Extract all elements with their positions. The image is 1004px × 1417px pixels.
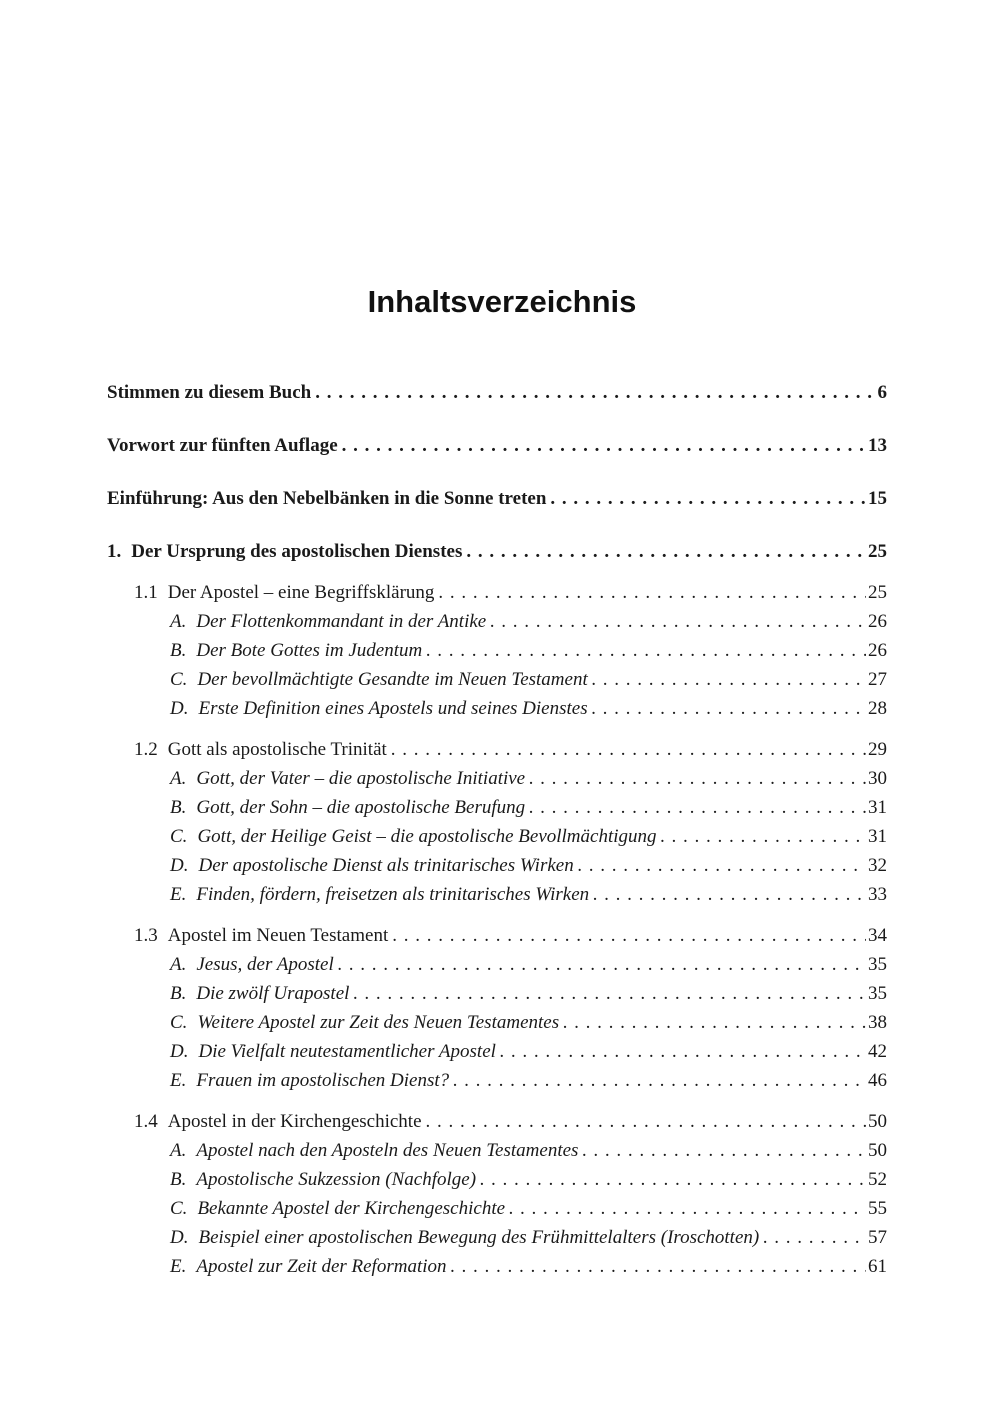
dot-leader	[466, 537, 866, 566]
subsection-letter: C.	[170, 826, 188, 847]
toc-entry-subsection[interactable]	[107, 1136, 887, 1165]
toc-entry-text: Weitere Apostel zur Zeit des Neuen Testamentes	[197, 1012, 560, 1033]
dot-leader	[592, 665, 866, 694]
toc-entry-front-3[interactable]	[107, 484, 887, 513]
toc-entry-text: Der Bote Gottes im Judentum	[196, 640, 423, 661]
toc-entry-section[interactable]	[107, 1107, 887, 1136]
dot-leader	[592, 694, 866, 723]
subsection-letter: C.	[170, 1012, 188, 1033]
dot-leader	[391, 735, 866, 764]
dot-leader	[392, 921, 866, 950]
toc-entry-chapter-1[interactable]	[107, 537, 887, 566]
page-number: 61	[868, 1256, 887, 1277]
page-number: 34	[868, 925, 887, 946]
toc-entry-text: Einführung: Aus den Nebelbänken in die Sonne treten	[107, 488, 547, 509]
subsection-letter: A.	[170, 768, 187, 789]
toc-entry-text: Gott, der Heilige Geist – die apostolische Bevollmächtigung	[197, 826, 657, 847]
subsection-letter: E.	[170, 884, 187, 905]
subsection-letter: A.	[170, 954, 187, 975]
toc-entry-subsection[interactable]	[107, 880, 887, 909]
page-number: 57	[868, 1227, 887, 1248]
section-list	[107, 578, 887, 1281]
toc-entry-text: Gott, der Vater – die apostolische Initiative	[196, 768, 526, 789]
subsection-letter: D.	[170, 1227, 189, 1248]
section-number: 1.1	[134, 582, 158, 603]
page-number: 25	[868, 582, 887, 603]
subsection-letter: E.	[170, 1070, 187, 1091]
toc-entry-text: Die Vielfalt neutestamentlicher Apostel	[198, 1041, 496, 1062]
page-number: 42	[868, 1041, 887, 1062]
toc-entry-text: Der apostolische Dienst als trinitarisches Wirken	[198, 855, 574, 876]
page-title: Inhaltsverzeichnis	[367, 284, 637, 319]
page-number: 29	[868, 739, 887, 760]
dot-leader	[338, 950, 866, 979]
dot-leader	[353, 979, 866, 1008]
page-number: 26	[868, 640, 887, 661]
page-number: 50	[868, 1111, 887, 1132]
toc-entry-text: Apostolische Sukzession (Nachfolge)	[196, 1169, 477, 1190]
toc-entry-text: Stimmen zu diesem Buch	[107, 382, 312, 403]
page-number: 25	[868, 541, 887, 562]
page-number: 31	[868, 797, 887, 818]
page-number: 46	[868, 1070, 887, 1091]
toc-entry-subsection[interactable]	[107, 607, 887, 636]
toc-entry-text: Bekannte Apostel der Kirchengeschichte	[197, 1198, 506, 1219]
subsection-letter: A.	[170, 611, 187, 632]
dot-leader	[578, 851, 866, 880]
chapter-number: 1.	[107, 541, 122, 562]
dot-leader	[342, 431, 866, 460]
dot-leader	[593, 880, 866, 909]
page-number: 32	[868, 855, 887, 876]
page-number: 52	[868, 1169, 887, 1190]
toc-entry-text: Gott, der Sohn – die apostolische Berufung	[196, 797, 526, 818]
dot-leader	[451, 1252, 866, 1281]
page-number: 38	[868, 1012, 887, 1033]
toc-entry-subsection[interactable]	[107, 665, 887, 694]
dot-leader	[550, 484, 866, 513]
toc-entry-front-2[interactable]	[107, 431, 887, 460]
toc-entry-text: Die zwölf Urapostel	[196, 983, 350, 1004]
subsection-letter: D.	[170, 855, 189, 876]
subsection-letter: C.	[170, 669, 188, 690]
subsection-letter: B.	[170, 1169, 187, 1190]
toc-entry-text: Apostel nach den Aposteln des Neuen Testamentes	[196, 1140, 579, 1161]
toc-entry-subsection[interactable]	[107, 1194, 887, 1223]
page-number: 6	[877, 382, 887, 403]
toc-entry-section[interactable]	[107, 735, 887, 764]
subsection-letter: A.	[170, 1140, 187, 1161]
toc-entry-subsection[interactable]	[107, 636, 887, 665]
dot-leader	[426, 636, 866, 665]
page-number: 27	[868, 669, 887, 690]
page-number: 35	[868, 983, 887, 1004]
toc-entry-section[interactable]	[107, 578, 887, 607]
page-number: 15	[868, 488, 887, 509]
dot-leader	[438, 578, 866, 607]
page-number: 50	[868, 1140, 887, 1161]
dot-leader	[529, 764, 866, 793]
toc-entry-subsection[interactable]	[107, 1066, 887, 1095]
toc-entry-subsection[interactable]	[107, 822, 887, 851]
toc-entry-text: Finden, fördern, freisetzen als trinitarisches Wirken	[196, 884, 590, 905]
page-number: 55	[868, 1198, 887, 1219]
toc-entry-text: Apostel im Neuen Testament	[167, 925, 389, 946]
toc-entry-subsection[interactable]	[107, 694, 887, 723]
page-number: 28	[868, 698, 887, 719]
page-number: 30	[868, 768, 887, 789]
toc-entry-subsection[interactable]	[107, 1037, 887, 1066]
subsection-letter: C.	[170, 1198, 188, 1219]
subsection-letter: B.	[170, 983, 187, 1004]
dot-leader	[490, 607, 866, 636]
subsection-letter: B.	[170, 797, 187, 818]
page-number: 26	[868, 611, 887, 632]
toc-entry-subsection[interactable]	[107, 979, 887, 1008]
page-number: 13	[868, 435, 887, 456]
dot-leader	[480, 1165, 866, 1194]
dot-leader	[509, 1194, 866, 1223]
toc-entry-text: Jesus, der Apostel	[196, 954, 334, 975]
table-of-contents	[107, 378, 887, 1281]
dot-leader	[453, 1066, 866, 1095]
dot-leader	[582, 1136, 866, 1165]
toc-entry-text: Frauen im apostolischen Dienst?	[196, 1070, 450, 1091]
dot-leader	[500, 1037, 866, 1066]
toc-entry-subsection[interactable]	[107, 1252, 887, 1281]
subsection-letter: E.	[170, 1256, 187, 1277]
dot-leader	[763, 1223, 866, 1252]
section-number: 1.3	[134, 925, 158, 946]
subsection-letter: D.	[170, 698, 189, 719]
toc-entry-text: Der Ursprung des apostolischen Dienstes	[131, 541, 463, 562]
toc-entry-text: Vorwort zur fünften Auflage	[107, 435, 338, 456]
toc-entry-text: Der Apostel – eine Begriffsklärung	[167, 582, 435, 603]
dot-leader	[315, 378, 875, 407]
page-number: 31	[868, 826, 887, 847]
toc-entry-text: Apostel in der Kirchengeschichte	[167, 1111, 422, 1132]
toc-entry-text: Beispiel einer apostolischen Bewegung des Frühmittelalters (Iroschotten)	[198, 1227, 760, 1248]
toc-entry-subsection[interactable]	[107, 950, 887, 979]
toc-entry-subsection[interactable]	[107, 764, 887, 793]
subsection-letter: B.	[170, 640, 187, 661]
toc-entry-text: Apostel zur Zeit der Reformation	[196, 1256, 447, 1277]
toc-entry-subsection[interactable]	[107, 1223, 887, 1252]
toc-entry-text: Der Flottenkommandant in der Antike	[196, 611, 487, 632]
dot-leader	[661, 822, 866, 851]
toc-entry-subsection[interactable]	[107, 851, 887, 880]
toc-entry-subsection[interactable]	[107, 793, 887, 822]
toc-entry-text: Der bevollmächtigte Gesandte im Neuen Testament	[197, 669, 588, 690]
toc-entry-subsection[interactable]	[107, 1165, 887, 1194]
toc-entry-text: Erste Definition eines Apostels und seines Dienstes	[198, 698, 588, 719]
dot-leader	[563, 1008, 866, 1037]
dot-leader	[529, 793, 866, 822]
toc-entry-text: Gott als apostolische Trinität	[167, 739, 387, 760]
page-number: 33	[868, 884, 887, 905]
section-number: 1.2	[134, 739, 158, 760]
dot-leader	[426, 1107, 866, 1136]
page-number: 35	[868, 954, 887, 975]
subsection-letter: D.	[170, 1041, 189, 1062]
toc-entry-front-1[interactable]	[107, 378, 887, 407]
section-number: 1.4	[134, 1111, 158, 1132]
toc-entry-section[interactable]	[107, 921, 887, 950]
toc-entry-subsection[interactable]	[107, 1008, 887, 1037]
